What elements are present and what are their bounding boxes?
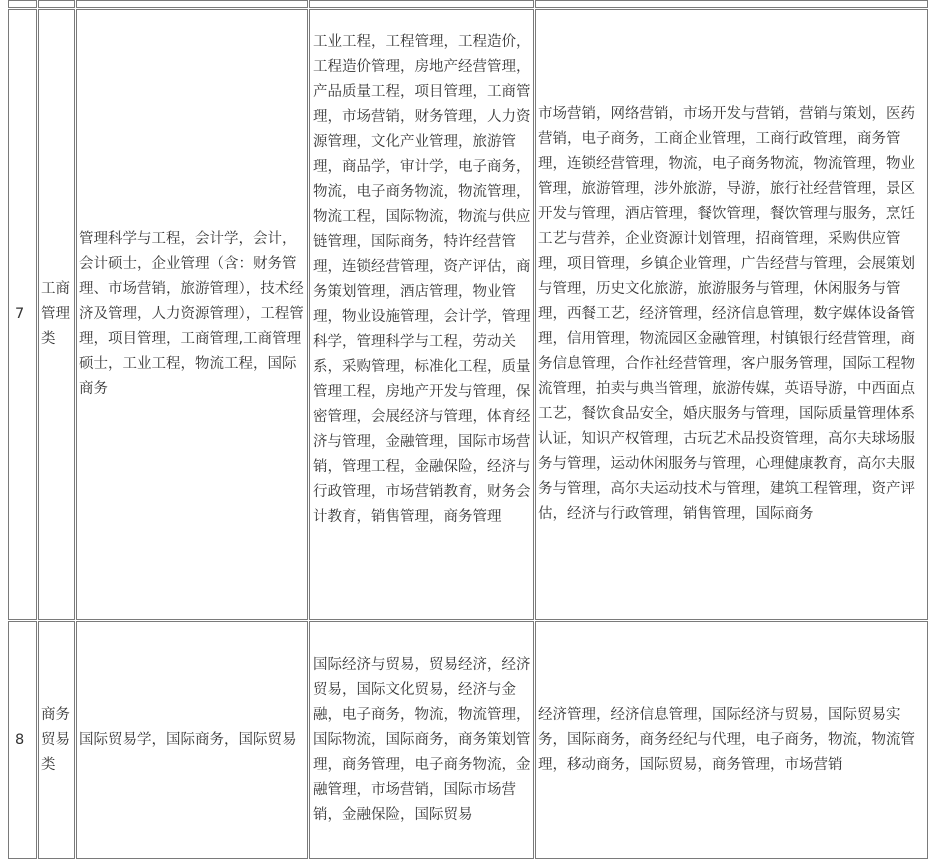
college-majors-cell: [535, 9, 928, 620]
undergrad-majors-cell: [309, 621, 534, 859]
row-number: 8: [15, 731, 25, 748]
category-name: 商务贸易类: [41, 706, 70, 773]
degree-majors-text: 管理科学与工程，会计学，会计，会计硕士，企业管理（含：财务管理、市场营销，旅游管理），技术经济及管理，人力资源管理），工程管理，项目管理，工商管理,工商管理硕士，工业工程，物流工程，国际商务: [79, 231, 304, 397]
undergrad-majors-text: 国际经济与贸易，贸易经济，经济贸易，国际文化贸易，经济与金融，电子商务，物流，物流管理，国际物流，国际商务，商务策划管理，商务管理，电子商务物流，金融管理，市场营销，国际市场营销，金融保险，国际贸易: [313, 656, 531, 823]
prev-row-num-cell: [8, 0, 37, 8]
row-number-cell: [8, 621, 37, 859]
college-majors-cell: [535, 621, 928, 859]
undergrad-majors-cell: [309, 9, 534, 620]
college-majors-text: 市场营销，网络营销，市场开发与营销，营销与策划，医药营销，电子商务，工商企业管理，工商行政管理，商务管理，连锁经营管理，物流，电子商务物流，物流管理，物业管理，旅游管理，涉外旅游，导游，旅行社经营管理，景区开发与管理，酒店管理，餐饮管理，餐饮管理与服务，烹饪工艺与营养，企业资源计划管理，招商管理，采购供应管理，项目管理，乡镇企业管理，广告经营与管理，会展策划与管理，历史文化旅游，旅游服务与管理，休闲服务与管理，西餐工艺，经济管理，经济信息管理，数字媒体设备管理，信用管理，物流园区金融管理，村镇银行经营管理，商务信息管理，合作社经营管理，客户服务管理，国际工程物流管理，拍卖与典当管理，旅游传媒，英语导游，中西面点工艺，餐饮食品安全，婚庆服务与管理，国际质量管理体系认证，知识产权管理，古玩艺术品投资管理，高尔夫球场服务与管理，运动休闲服务与管理，心理健康教育，高尔夫服务与管理，高尔夫运动技术与管理，建筑工程管理，资产评估，经济与行政管理，销售管理，国际商务: [538, 106, 915, 522]
degree-majors-cell: [76, 9, 308, 620]
degree-majors-text: 国际贸易学，国际商务，国际贸易: [79, 731, 297, 748]
prev-row-college-cell: [535, 0, 928, 8]
undergrad-majors-text: 工业工程，工程管理，工程造价，工程造价管理，房地产经营管理，产品质量工程，项目管理，工商管理，市场营销，财务管理，人力资源管理，文化产业管理，旅游管理，商品学，审计学，电子商务，物流，电子商务物流，物流管理，物流工程，国际物流，物流与供应链管理，国际商务，特许经营管理，连锁经营管理，资产评估，商务策划管理，酒店管理，物业管理，物业设施管理，会计学，管理科学，管理科学与工程，劳动关系，采购管理，标准化工程，质量管理工程，房地产开发与管理，保密管理，会展经济与管理，体育经济与管理，金融管理，国际市场营销，管理工程，金融保险，经济与行政管理，市场营销教育，财务会计教育，销售管理，商务管理: [313, 34, 531, 525]
prev-row-undergrad-cell: [309, 0, 534, 8]
category-cell: [38, 621, 75, 859]
degree-majors-cell: [76, 621, 308, 859]
prev-row-degree-cell: [76, 0, 308, 8]
row-number: 7: [15, 306, 25, 322]
category-cell: [38, 9, 75, 620]
row-number-cell: [8, 9, 37, 620]
prev-row-category-cell: [38, 0, 75, 8]
college-majors-text: 经济管理，经济信息管理，国际经济与贸易，国际贸易实务，国际商务，商务经纪与代理，电子商务，物流，物流管理，移动商务，国际贸易，商务管理，市场营销: [538, 706, 915, 773]
category-name: 工商管理类: [41, 281, 70, 347]
